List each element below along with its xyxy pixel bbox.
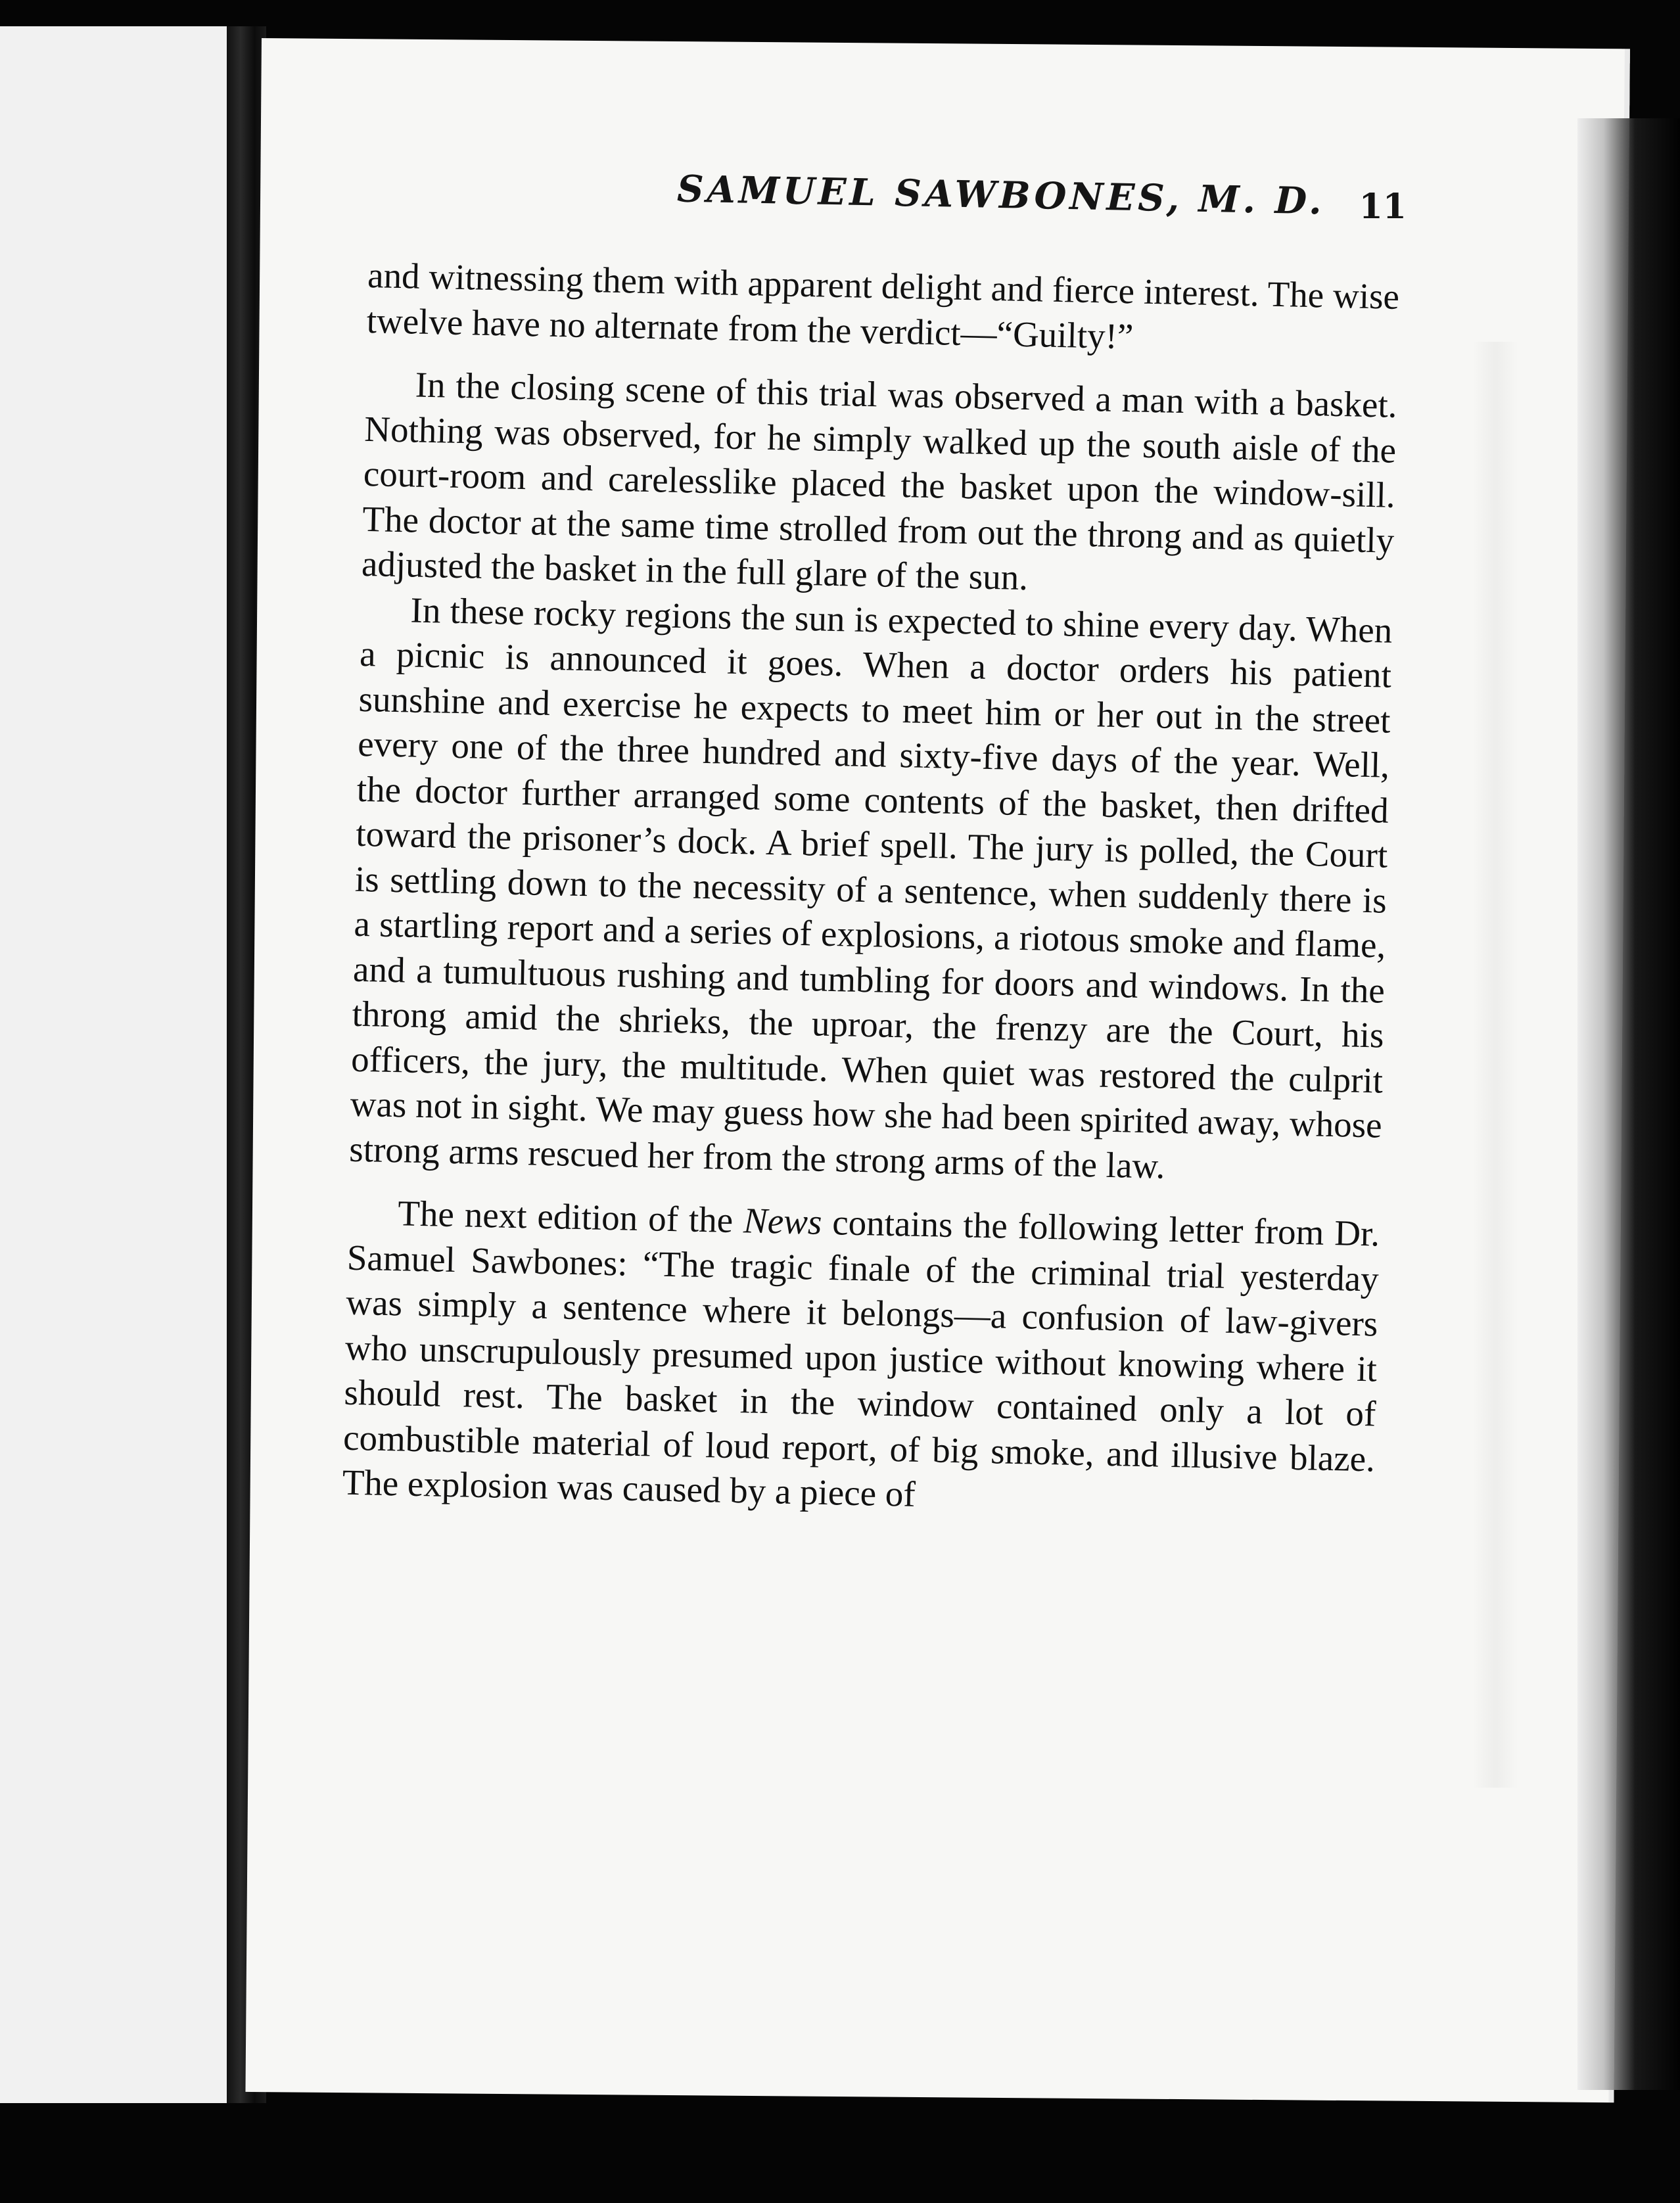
page-number: 11 <box>1359 187 1407 227</box>
page-edge-shadow <box>1577 118 1680 2090</box>
running-head <box>414 158 1466 237</box>
page-body <box>335 253 1400 1884</box>
paragraph-continued: and witnessing them with apparent delight and fierce interest. The wise twelve have no alternate from the verdict—“Guilty!” <box>366 254 1400 356</box>
paragraph-next-edition-rest: contains the following letter from Dr. Samuel Sawbones: “The tragic finale of the criminal trial yesterday was simply a sentence where it belongs—a confusion of law-givers who unscrupulously presumed upon justice without knowing where it should rest. The basket in the window contained only a lot of combustible material of loud report, of big smoke, and illusive blaze. The explosion was caused by a piece of <box>342 1201 1380 1514</box>
paragraph-rocky-regions: In these rocky regions the sun is expected to shine every day. When a picnic is announced it goes. When a doctor orders his patient sunshine and exercise he expects to meet him or her out in the street every one of the three hundred and sixty-five days of the year. Well, the doctor further arranged some contents of the basket, then drifted toward the prisoner’s dock. A brief spell. The jury is polled, the Court is settling down to the necessity of a sentence, when suddenly there is a startling report and a series of explosions, a riotous smoke and flame, and a tumultuous rushing and tumbling for doors and windows. In the throng amid the shrieks, the uproar, the frenzy are the Court, his officers, the jury, the multitude. When quiet was restored the culprit was not in sight. We may guess how she had been spirited away, whose strong arms rescued her from the strong arms of the law. <box>348 589 1393 1186</box>
paragraph-next-edition-start: The next edition of the <box>397 1193 744 1241</box>
left-page-blank <box>0 26 233 2103</box>
paragraph-closing-scene: In the closing scene of this trial was observed a man with a basket. Nothing was observed, for he simply walked up the south aisle of the court-room and carelesslike placed the basket upon the window-sill. The doctor at the same time strolled from out the throng and as quietly adjusted the basket in the full glare of the sun. <box>361 364 1398 598</box>
running-title: SAMUEL SAWBONES, M. D. <box>676 167 1326 223</box>
scan-smudge <box>1472 342 1518 1788</box>
newspaper-title: News <box>743 1200 822 1242</box>
paragraph-next-edition <box>342 1190 1380 1527</box>
